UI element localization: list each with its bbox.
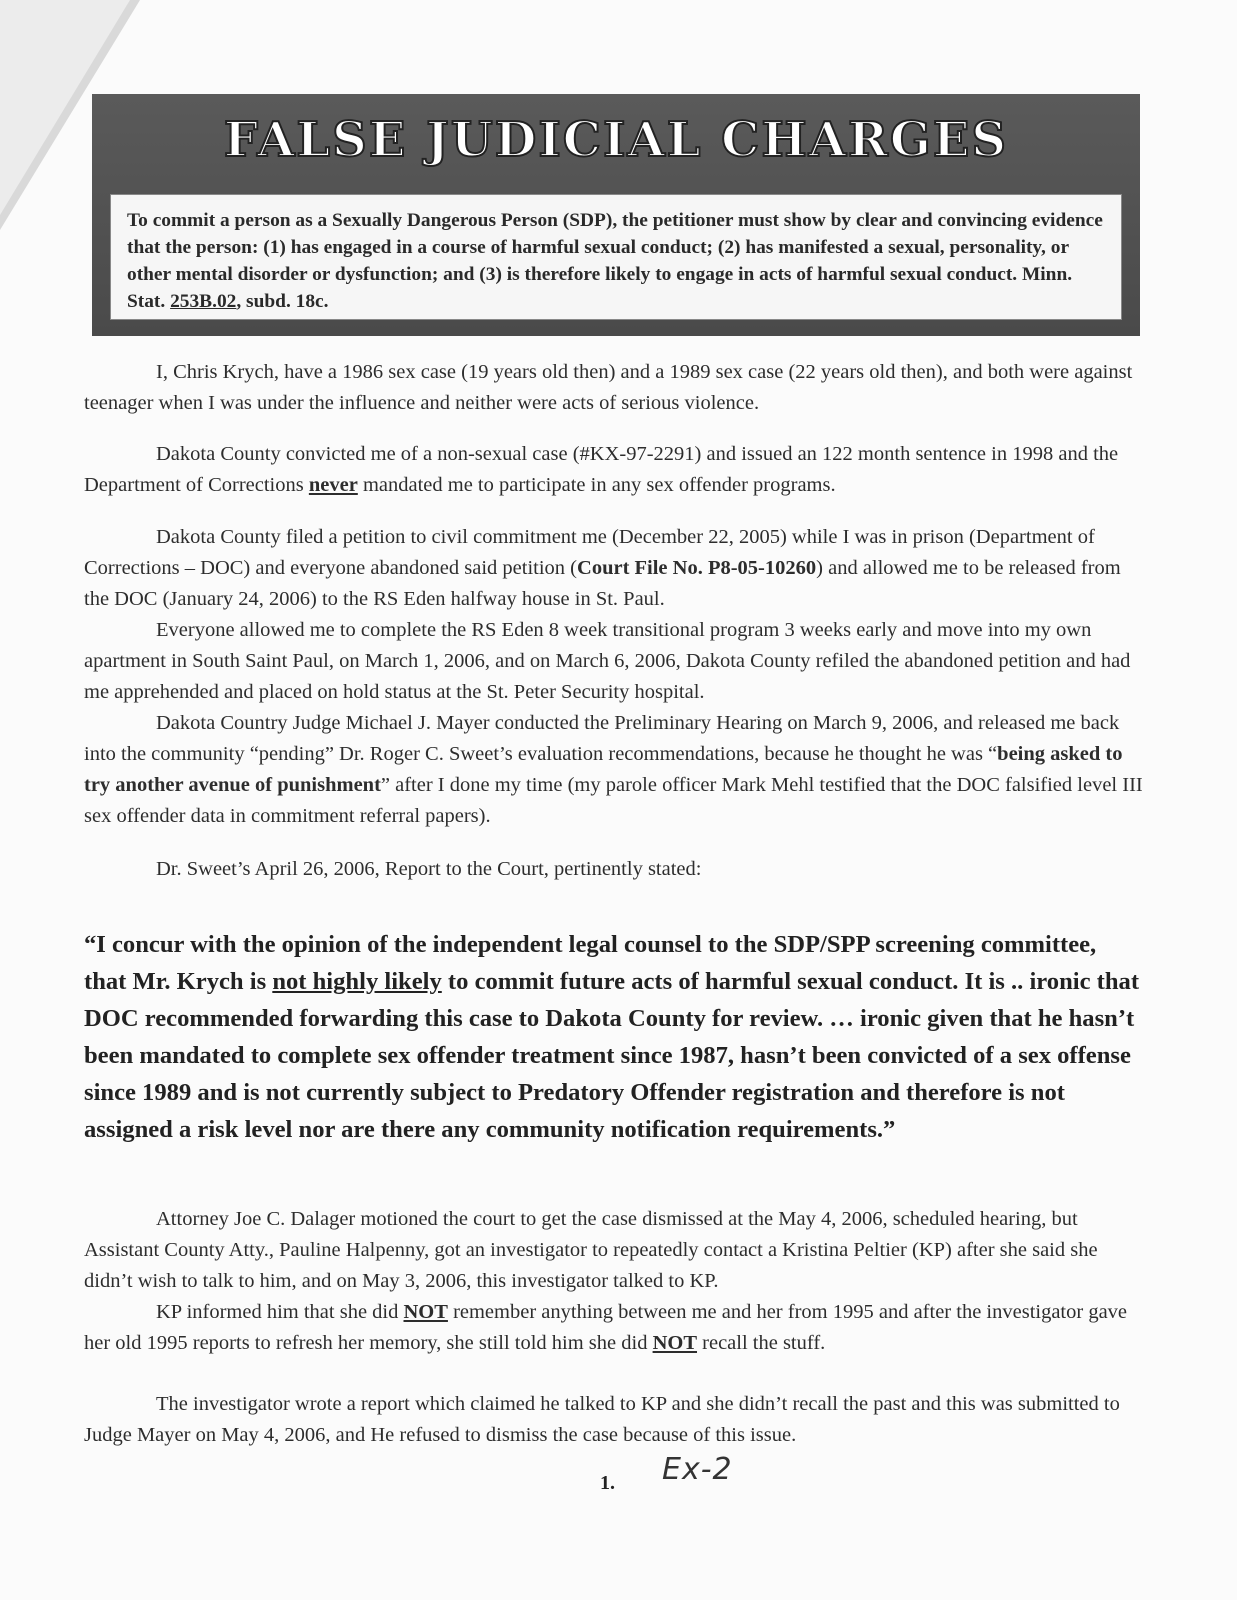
paragraph-9-text: The investigator wrote a report which claimed he talked to KP and she didn’t recall the past and this was submitted to Judge Mayer on May 4, 2006, and He refused to dismiss the case because of this issue.: [84, 1393, 1120, 1446]
paragraph-6-text: Dr. Sweet’s April 26, 2006, Report to the Court, pertinently stated:: [156, 858, 702, 880]
court-file-number: Court File No. P8-05-10260: [577, 557, 817, 579]
page-number: 1.: [600, 1472, 615, 1494]
paragraph-1-text: I, Chris Krych, have a 1986 sex case (19 years old then) and a 1989 sex case (22 years old then), and both were against teenager when I was under the influence and neither were acts of serious violence.: [84, 361, 1133, 414]
sdp-definition-text: To commit a person as a Sexually Dangerous Person (SDP), the petitioner must show by clear and convincing evidence that the person: (1) has engaged in a course of harmful sexual conduct; (2) has manifested a sexual, personality, or other mental disorder or dysfunction; and (3) is therefore likely to engage in acts of harmful sexual conduct. Minn. Stat.: [127, 210, 1103, 312]
paragraph-7-text: Attorney Joe C. Dalager motioned the court to get the case dismissed at the May 4, 2006, scheduled hearing, but Assistant County Atty., Pauline Halpenny, got an investigator to repeatedly contact a Kristina Peltier (KP) after she said she didn’t wish to talk to him, and on May 3, 2006, this investigator talked to KP.: [84, 1208, 1098, 1292]
paragraph-8-text-c: recall the stuff.: [697, 1332, 826, 1354]
statute-reference: 253B.02: [170, 291, 237, 312]
paragraph-5-text-b: ” after I done my time (my parole officer Mark Mehl testified that the DOC falsified level III sex offender data in commitment referral papers).: [84, 774, 1143, 827]
sweet-report-quote: [84, 926, 1144, 1148]
paragraph-8-text-a: KP informed him that she did: [156, 1301, 404, 1323]
paragraph-3: [84, 522, 1144, 832]
page-title: FALSE JUDICIAL CHARGES: [223, 112, 1009, 168]
paragraph-5-text-a: Dakota Country Judge Michael J. Mayer conducted the Preliminary Hearing on March 9, 2006, and released me back into the community “pending” Dr. Roger C. Sweet’s evaluation recommendations, because he thought he was “: [84, 712, 1120, 765]
paragraph-9: [84, 1389, 1144, 1451]
punishment-quote: being asked to try another avenue of punishment: [84, 743, 1123, 796]
paragraph-2-text-a: Dakota County convicted me of a non-sexual case (#KX-97-2291) and issued an 122 month sentence in 1998 and the Department of Corrections: [84, 443, 1119, 496]
quote-text-b: to commit future acts of harmful sexual conduct. It is .. ironic that DOC recommended forwarding this case to Dakota County for review. … ironic given that he hasn’t been mandated to complete sex offender treatment since 1987, hasn’t been convicted of a sex offense since 1989 and is not currently subject to Predatory Offender registration and therefore is not assigned a risk level nor are there any community notification requirements.”: [84, 968, 1140, 1143]
handwritten-exhibit-note: Ex-2: [662, 1452, 733, 1487]
paragraph-3-text-b: ) and allowed me to be released from the DOC (January 24, 2006) to the RS Eden halfway house in St. Paul.: [84, 557, 1121, 610]
sdp-definition-box: [110, 194, 1122, 320]
paragraph-4-text: Everyone allowed me to complete the RS Eden 8 week transitional program 3 weeks early and move into my own apartment in South Saint Paul, on March 1, 2006, and on March 6, 2006, Dakota County refiled the abandoned petition and had me apprehended and placed on hold status at the St. Peter Security hospital.: [84, 619, 1131, 703]
paragraph-1: [84, 357, 1144, 419]
paragraph-2: [84, 439, 1144, 501]
header-banner: [92, 94, 1140, 336]
paragraph-2-text-b: mandated me to participate in any sex offender programs.: [357, 474, 836, 496]
paragraph-7: [84, 1204, 1144, 1359]
quote-underlined: not highly likely: [272, 968, 442, 995]
paragraph-8-text-b: remember anything between me and her from 1995 and after the investigator gave her old 1995 reports to refresh her memory, she still told him she did: [84, 1301, 1128, 1354]
sdp-definition-tail: , subd. 18c.: [236, 291, 329, 312]
not-emphasis-2: NOT: [652, 1332, 698, 1354]
not-emphasis-1: NOT: [403, 1301, 448, 1323]
paragraph-3-text-a: Dakota County filed a petition to civil commitment me (December 22, 2005) while I was in prison (Department of Corrections – DOC) and everyone abandoned said petition (: [84, 526, 1095, 579]
paragraph-6: [84, 854, 1144, 885]
quote-text-a: “I concur with the opinion of the independent legal counsel to the SDP/SPP screening committee, that Mr. Krych is: [84, 931, 1097, 995]
never-emphasis: never: [308, 474, 358, 496]
